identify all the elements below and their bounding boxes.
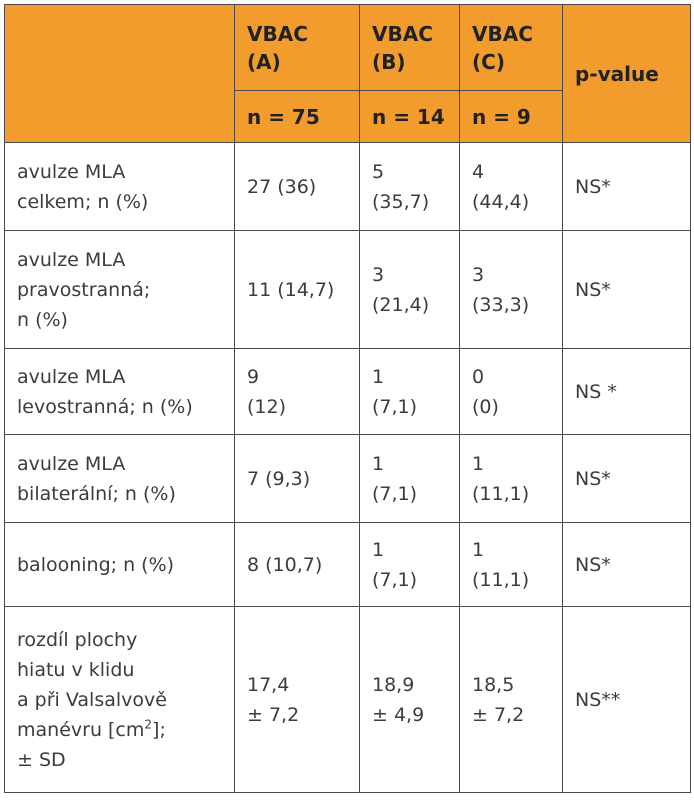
cell-pvalue: NS* xyxy=(563,523,691,607)
cell-a: 27 (36) xyxy=(235,143,360,231)
header-n-c: n = 9 xyxy=(460,91,563,143)
cell-c: 3 (33,3) xyxy=(460,231,563,349)
cell-pvalue: NS* xyxy=(563,231,691,349)
table-row xyxy=(5,231,691,349)
cell-b: 1 (7,1) xyxy=(360,523,460,607)
cell-a: 11 (14,7) xyxy=(235,231,360,349)
row-label: avulze MLA bilaterální; n (%) xyxy=(5,435,235,523)
header-row-groups xyxy=(5,5,691,91)
cell-c: 18,5 ± 7,2 xyxy=(460,607,563,793)
cell-pvalue: NS** xyxy=(563,607,691,793)
cell-c: 1 (11,1) xyxy=(460,523,563,607)
cell-b: 1 (7,1) xyxy=(360,349,460,435)
row-label-superscript: 2 xyxy=(144,717,153,732)
cell-b: 3 (21,4) xyxy=(360,231,460,349)
header-n-a: n = 75 xyxy=(235,91,360,143)
header-pvalue: p-value xyxy=(563,5,691,143)
row-label: avulze MLA celkem; n (%) xyxy=(5,143,235,231)
results-table xyxy=(4,4,691,793)
cell-b: 5 (35,7) xyxy=(360,143,460,231)
header-n-b: n = 14 xyxy=(360,91,460,143)
row-label: balooning; n (%) xyxy=(5,523,235,607)
cell-c: 4 (44,4) xyxy=(460,143,563,231)
cell-c: 1 (11,1) xyxy=(460,435,563,523)
cell-a: 17,4 ± 7,2 xyxy=(235,607,360,793)
row-label: avulze MLA pravostranná; n (%) xyxy=(5,231,235,349)
table-row xyxy=(5,143,691,231)
header-group-b: VBAC (B) xyxy=(360,5,460,91)
table-row xyxy=(5,349,691,435)
table-row xyxy=(5,435,691,523)
cell-pvalue: NS * xyxy=(563,349,691,435)
cell-a: 9 (12) xyxy=(235,349,360,435)
header-group-c: VBAC (C) xyxy=(460,5,563,91)
row-label xyxy=(5,607,235,793)
header-group-a: VBAC (A) xyxy=(235,5,360,91)
cell-b: 18,9 ± 4,9 xyxy=(360,607,460,793)
row-label-post: ]; ± SD xyxy=(17,718,166,771)
cell-pvalue: NS* xyxy=(563,143,691,231)
cell-pvalue: NS* xyxy=(563,435,691,523)
cell-b: 1 (7,1) xyxy=(360,435,460,523)
row-label: avulze MLA levostranná; n (%) xyxy=(5,349,235,435)
table-row xyxy=(5,523,691,607)
header-empty-cell xyxy=(5,5,235,143)
table-row xyxy=(5,607,691,793)
cell-a: 7 (9,3) xyxy=(235,435,360,523)
cell-c: 0 (0) xyxy=(460,349,563,435)
row-label-pre: rozdíl plochy hiatu v klidu a při Valsalvově manévru [cm xyxy=(17,628,167,741)
cell-a: 8 (10,7) xyxy=(235,523,360,607)
